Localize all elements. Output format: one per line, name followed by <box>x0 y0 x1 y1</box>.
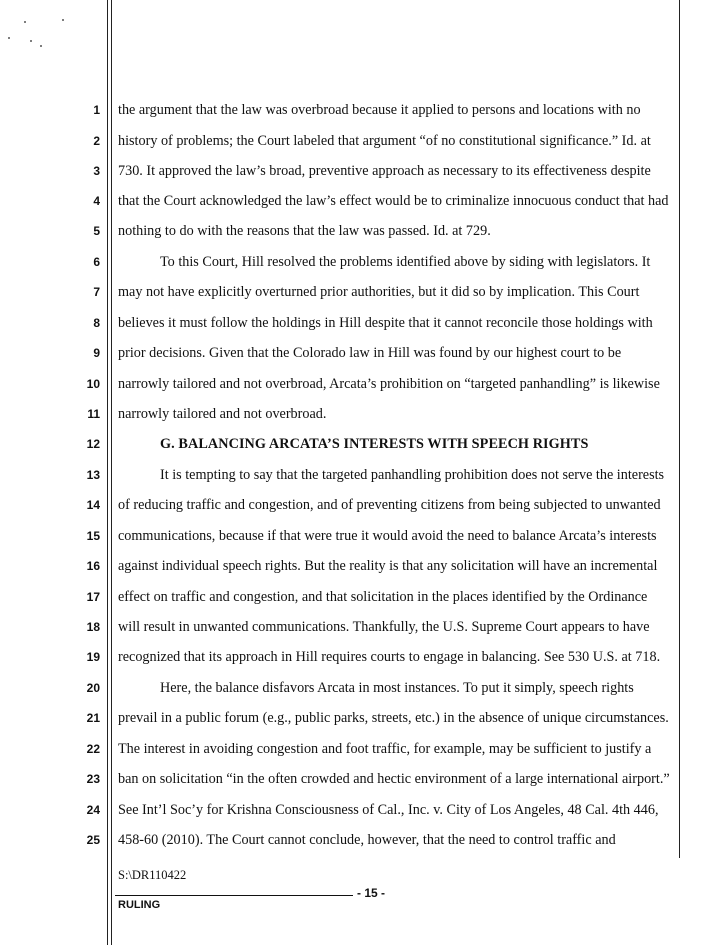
line-number: 15 <box>86 529 100 543</box>
text-line: narrowly tailored and not overbroad. <box>118 406 327 422</box>
text-line: believes it must follow the holdings in Hill despite that it cannot reconcile those holdings with <box>118 315 653 331</box>
line-number: 10 <box>86 377 100 391</box>
text-line: It is tempting to say that the targeted panhandling prohibition does not serve the interests <box>160 467 665 483</box>
line-number: 21 <box>86 711 100 725</box>
text-line: prior decisions. Given that the Colorado law in Hill was found by our highest court to be <box>118 345 622 361</box>
text-line: that the Court acknowledged the law’s effect would be to criminalize innocuous conduct that had <box>118 193 669 209</box>
line-number: 25 <box>86 833 100 847</box>
left-margin-rule-outer <box>107 0 108 945</box>
text-line: will result in unwanted communications. Thankfully, the U.S. Supreme Court appears to have <box>118 619 650 635</box>
text-line: recognized that its approach in Hill requires courts to engage in balancing. See 530 U.S. at 718. <box>118 649 661 665</box>
scan-mark <box>24 21 26 23</box>
line-number: 23 <box>86 772 100 786</box>
text-line: 730. It approved the law’s broad, preventive approach as necessary to its effectiveness despite <box>118 163 651 179</box>
line-number: 19 <box>86 650 100 664</box>
line-number: 18 <box>86 620 100 634</box>
text-line: effect on traffic and congestion, and that solicitation in the places identified by the Ordinance <box>118 589 648 605</box>
text-line: The interest in avoiding congestion and foot traffic, for example, may be sufficient to justify a <box>118 741 652 757</box>
text-line: prevail in a public forum (e.g., public parks, streets, etc.) in the absence of unique circumstances. <box>118 710 669 726</box>
scan-mark <box>40 45 42 47</box>
line-number: 24 <box>86 803 100 817</box>
document-code: S:\DR110422 <box>118 868 187 882</box>
line-number: 13 <box>86 468 100 482</box>
line-number: 11 <box>87 407 100 421</box>
text-line: Here, the balance disfavors Arcata in most instances. To put it simply, speech rights <box>160 680 634 696</box>
line-number: 20 <box>86 681 100 695</box>
text-line: the argument that the law was overbroad because it applied to persons and locations with no <box>118 102 641 118</box>
line-number: 12 <box>86 437 100 451</box>
line-number: 1 <box>93 103 100 117</box>
line-number: 4 <box>93 194 100 208</box>
line-number: 14 <box>86 498 100 512</box>
text-line: may not have explicitly overturned prior authorities, but it did so by implication. This Court <box>118 284 640 300</box>
text-line: communications, because if that were true it would avoid the need to balance Arcata’s interests <box>118 528 657 544</box>
text-line: See Int’l Soc’y for Krishna Consciousness of Cal., Inc. v. City of Los Angeles, 48 Cal. 4th 446, <box>118 802 659 818</box>
scan-mark <box>30 40 32 42</box>
section-heading: G. BALANCING ARCATA’S INTERESTS WITH SPEECH RIGHTS <box>160 436 589 452</box>
line-number: 22 <box>86 742 100 756</box>
text-line: history of problems; the Court labeled that argument “of no constitutional significance.” Id. at <box>118 133 651 149</box>
text-line: To this Court, Hill resolved the problems identified above by siding with legislators. It <box>160 254 651 270</box>
line-number: 7 <box>93 285 100 299</box>
line-number: 9 <box>93 346 100 360</box>
line-number: 17 <box>86 590 100 604</box>
left-margin-rule-inner <box>111 0 112 945</box>
document-label: RULING <box>118 899 161 911</box>
footer-rule <box>115 895 353 896</box>
line-number: 3 <box>93 164 100 178</box>
text-line: nothing to do with the reasons that the law was passed. Id. at 729. <box>118 223 491 239</box>
text-line: narrowly tailored and not overbroad, Arcata’s prohibition on “targeted panhandling” is likewise <box>118 376 660 392</box>
line-number: 16 <box>86 559 100 573</box>
line-number: 8 <box>93 316 100 330</box>
page-number: - 15 - <box>357 886 386 900</box>
scan-mark <box>62 19 64 21</box>
text-line: ban on solicitation “in the often crowded and hectic environment of a large international airport.” <box>118 771 670 787</box>
text-line: against individual speech rights. But the reality is that any solicitation will have an incremental <box>118 558 658 574</box>
scan-mark <box>8 37 10 39</box>
text-line: of reducing traffic and congestion, and of preventing citizens from being subjected to unwanted <box>118 497 661 513</box>
line-number: 6 <box>93 255 100 269</box>
right-margin-rule <box>679 0 680 858</box>
line-number: 5 <box>93 224 100 238</box>
text-line: 458-60 (2010). The Court cannot conclude, however, that the need to control traffic and <box>118 832 616 848</box>
line-number: 2 <box>93 134 100 148</box>
